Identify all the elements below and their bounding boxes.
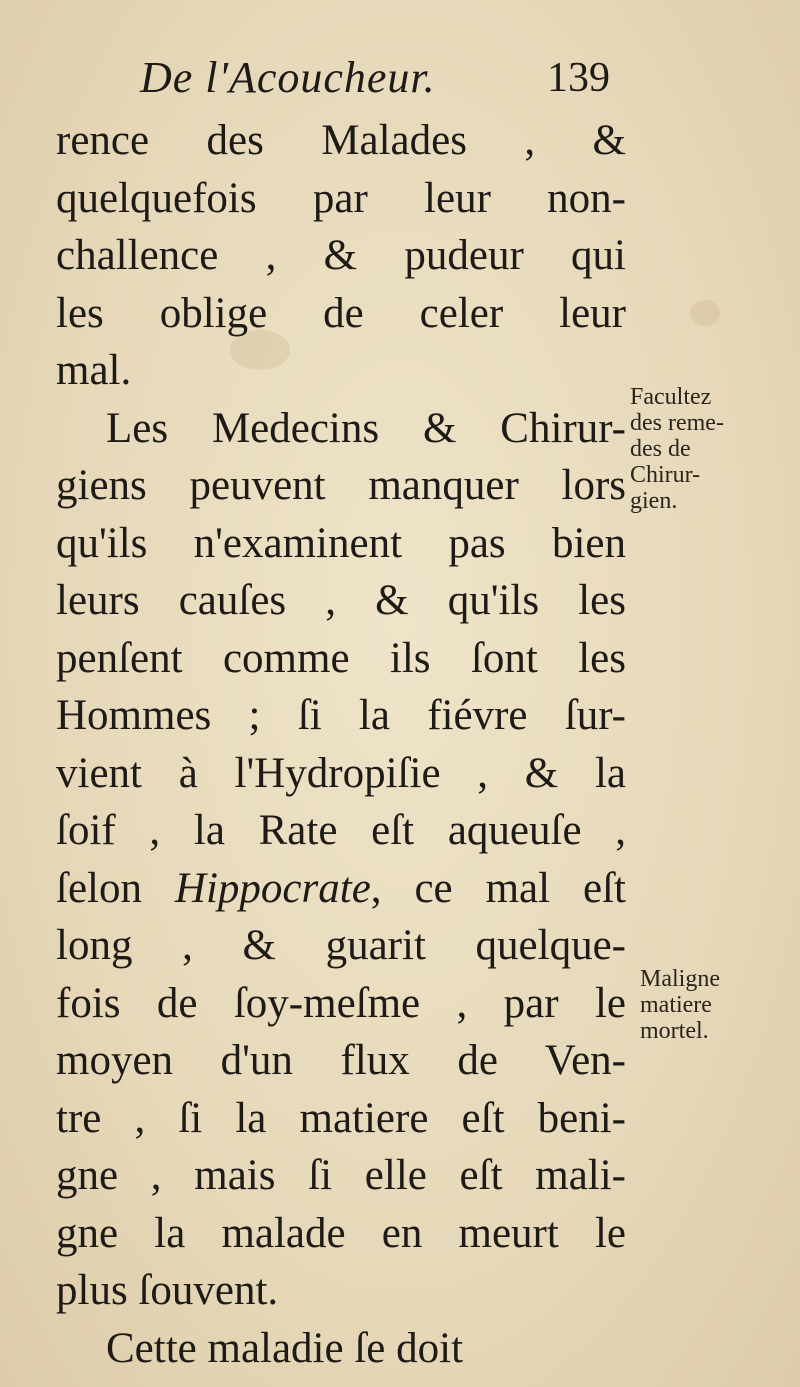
text-segment: ſelon [56,864,175,912]
margin-note-line: matiere [640,992,712,1018]
margin-note-line: Maligne [640,966,720,992]
running-head [140,52,610,108]
text-line: ſoif , la Rate eſt aqueuſe , [56,807,626,854]
text-line: gne la malade en meurt le [56,1209,626,1257]
text-line: giens peuvent manquer lors [56,462,626,509]
margin-note-maligne [640,966,720,1044]
text-line: moyen d'un flux de Ven- [56,1037,626,1084]
text-line: gne , mais ſi elle eſt mali- [56,1152,626,1199]
text-line: plus ſouvent. [56,1267,279,1314]
text-line: rence des Malades , & [56,117,626,164]
text-line: Cette maladie ſe doit [106,1324,464,1372]
text-line: challence , & pudeur qui [56,232,626,279]
text-line: leurs cauſes , & qu'ils les [56,577,626,624]
text-line: Hommes ; ſi la fiévre ſur- [56,692,626,739]
margin-note-line: mortel. [640,1018,709,1044]
running-head-title: De l'Acoucheur. [140,53,436,102]
page-number: 139 [547,55,610,101]
body-text [56,112,626,1377]
text-line: fois de ſoy-meſme , par le [56,979,626,1027]
text-line: les oblige de celer leur [56,289,626,337]
text-line [56,860,626,918]
text-line: qu'ils n'examinent pas bien [56,519,626,567]
margin-note-line: Chirur- [630,462,701,488]
text-line: mal. [56,347,132,394]
text-line: penſent comme ils ſont les [56,634,626,682]
text-line: quelquefois par leur non- [56,174,626,222]
paper-stain [690,300,720,326]
text-line: vient à l'Hydropiſie , & la [56,749,626,797]
text-line: Les Medecins & Chirur- [106,404,626,452]
text-line: tre , ſi la matiere eſt beni- [56,1094,626,1142]
italic-name: Hippocrate [174,864,371,912]
text-line: long , & guarit quelque- [56,922,626,969]
margin-note-line: des de [630,436,691,462]
margin-note-facultez [630,384,724,514]
margin-note-line: Facultez [630,384,712,410]
margin-note-line: des reme- [630,410,724,436]
text-segment: , ce mal eſt [370,864,626,912]
margin-note-line: gien. [630,488,678,514]
